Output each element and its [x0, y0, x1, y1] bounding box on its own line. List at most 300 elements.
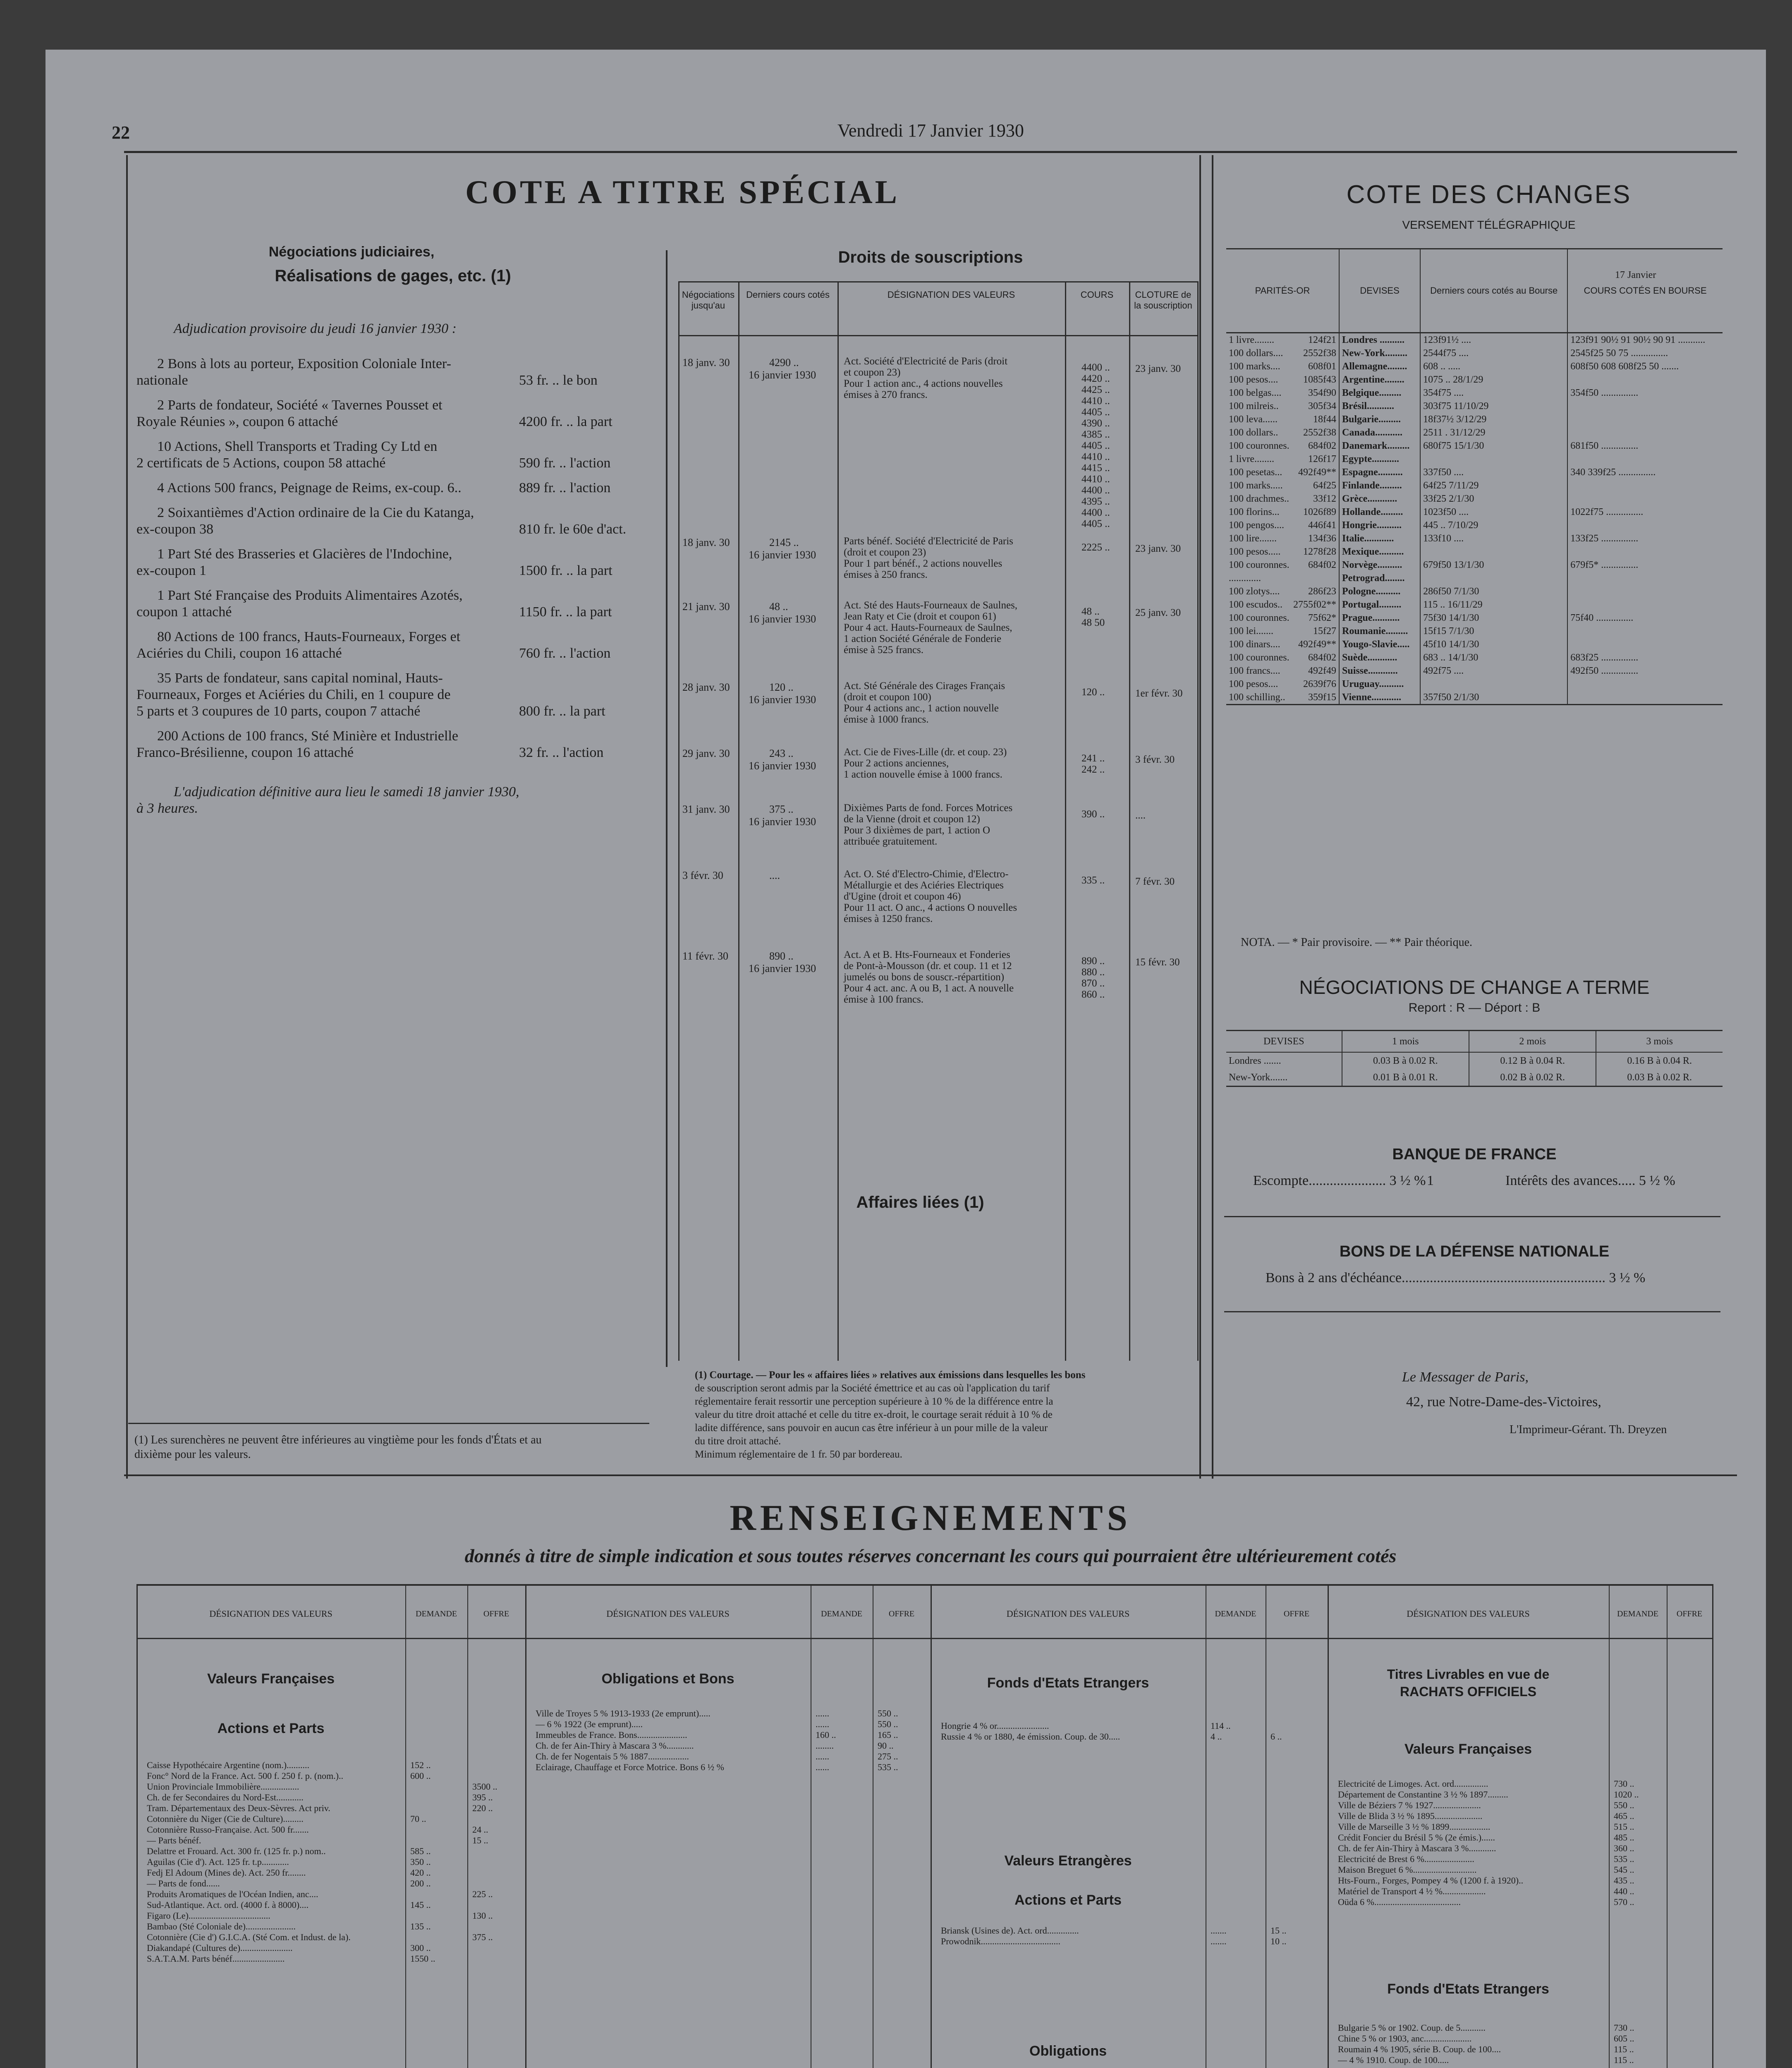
lot-line: 200 Actions de 100 francs, Sté Minière et Industrielle — [157, 728, 458, 744]
changes-parite — [1226, 439, 1339, 452]
droits-cours: 242 .. — [1081, 764, 1105, 775]
changes-parite-unit: 100 couronnes. — [1229, 652, 1290, 663]
changes-parite — [1226, 386, 1339, 400]
droits-cours: 4405 .. — [1081, 518, 1110, 529]
droits-cloture: 15 févr. 30 — [1135, 957, 1180, 968]
changes-dernier: 2511 . 31/12/29 — [1420, 426, 1567, 439]
droits-cours: 4410 .. — [1081, 395, 1110, 407]
rens-header-demande: DEMANDE — [416, 1609, 457, 1618]
changes-devise: Prague........... — [1339, 611, 1420, 625]
rens-designation: — 6 % 1922 (3e emprunt)..... — [536, 1719, 643, 1729]
changes-parite — [1226, 452, 1339, 466]
droits-date: 28 janv. 30 — [682, 681, 730, 693]
changes-parite-value: 492f49 — [1308, 665, 1337, 676]
changes-dernier: 357f50 2/1/30 — [1420, 691, 1567, 705]
lot-line: coupon 1 attaché — [136, 604, 232, 620]
rens-offre: 90 .. — [878, 1740, 894, 1751]
changes-cours — [1567, 691, 1723, 705]
droits-date: 31 janv. 30 — [682, 803, 730, 815]
changes-cours: 1022f75 ............... — [1570, 507, 1644, 517]
changes-parite-value: 2552f38 — [1303, 427, 1337, 438]
rens-designation: Russie 4 % or 1880, 4e émission. Coup. de 30..... — [941, 1731, 1120, 1742]
changes-row — [1226, 452, 1723, 466]
droits-cours: 870 .. — [1081, 978, 1105, 989]
rens-section-heading: Obligations — [1029, 2043, 1107, 2059]
changes-cours: 133f25 ............... — [1570, 533, 1639, 544]
droits-designation: Act. O. Sté d'Electro-Chimie, d'Electro- — [844, 869, 1009, 880]
droits-col-header: Derniers cours cotés — [746, 290, 830, 300]
changes-cours — [1567, 492, 1723, 505]
changes-parite-value: 126f17 — [1308, 454, 1337, 464]
definitive-line-1: L'adjudication définitive aura lieu le samedi 18 janvier 1930, — [174, 784, 519, 799]
rens-demande: 1550 .. — [410, 1953, 435, 1964]
droits-designation: Parts bénéf. Société d'Electricité de Paris — [844, 536, 1013, 547]
changes-parite — [1226, 333, 1339, 347]
changes-dernier: 15f15 7/1/30 — [1420, 625, 1567, 638]
changes-parite-value: 18f44 — [1313, 414, 1337, 425]
droits-designation: émises à 270 francs. — [844, 389, 928, 400]
lot-line: 2 Soixantièmes d'Action ordinaire de la Cie du Katanga, — [157, 505, 474, 520]
changes-parite-value: 354f90 — [1308, 388, 1337, 398]
changes-parite-value: 33f12 — [1313, 493, 1337, 504]
droits-designation: de la Vienne (droit et coupon 12) — [844, 814, 980, 825]
changes-parite-value: 15f27 — [1313, 626, 1337, 637]
terme-title: NÉGOCIATIONS DE CHANGE A TERME — [1299, 977, 1650, 998]
droits-designation: (droit et coupon 100) — [844, 692, 931, 703]
lot-line: Royale Réunies », coupon 6 attaché — [136, 414, 338, 429]
droits-cours: 4385 .. — [1081, 429, 1110, 440]
changes-row — [1226, 466, 1723, 479]
changes-table — [1226, 248, 1723, 705]
changes-parite-value: 64f25 — [1313, 480, 1337, 491]
terme-cell: 0.01 B à 0.01 R. — [1342, 1069, 1469, 1087]
changes-devise: Petrograd........ — [1339, 572, 1420, 585]
droits-date: 29 janv. 30 — [682, 747, 730, 759]
rens-demande: 515 .. — [1614, 1821, 1634, 1832]
rens-demande: 160 .. — [816, 1730, 836, 1740]
lot-price: 810 fr. le 60e d'act. — [519, 522, 627, 537]
rens-demande: ...... — [816, 1719, 829, 1729]
droits-last-date: 16 janvier 1930 — [749, 816, 816, 828]
droits-cours: 4425 .. — [1081, 384, 1110, 395]
rens-demande: 420 .. — [410, 1867, 431, 1878]
changes-parite-unit: 100 pesos..... — [1229, 546, 1281, 557]
droits-designation: Act. A et B. Hts-Fourneaux et Fonderies — [844, 949, 1010, 960]
droits-cloture: 7 févr. 30 — [1135, 876, 1175, 887]
lot-price: 889 fr. .. l'action — [519, 480, 611, 495]
rens-demande: ....... — [1211, 1936, 1227, 1946]
rens-designation: Roumain 4 % 1905, série B. Coup. de 100.... — [1338, 2044, 1501, 2054]
rens-designation: Ch. de fer Ain-Thiry à Mascara 3 %............ — [536, 1740, 694, 1751]
changes-row — [1226, 691, 1723, 705]
changes-dernier: 75f30 14/1/30 — [1420, 611, 1567, 625]
droits-cours: 4405 .. — [1081, 440, 1110, 451]
lot-line: Aciéries du Chili, coupon 16 attaché — [136, 646, 342, 661]
lot-price: 760 fr. .. l'action — [519, 646, 611, 661]
droits-col-header: COURS — [1080, 290, 1114, 300]
changes-dernier — [1420, 545, 1567, 558]
changes-row — [1226, 386, 1723, 400]
changes-parite-unit: 100 pengos.... — [1229, 520, 1284, 531]
droits-designation: attribuée gratuitement. — [844, 836, 938, 847]
changes-parite-unit: 100 lire....... — [1229, 533, 1277, 544]
changes-parite-unit: 100 marks.... — [1229, 361, 1280, 372]
changes-dernier: 286f50 7/1/30 — [1420, 585, 1567, 598]
rens-designation: Ch. de fer Nogentais 5 % 1887.................. — [536, 1751, 689, 1762]
lot-line: 1 Part Sté des Brasseries et Glacières de l'Indochine, — [157, 546, 452, 562]
droits-cloture: .... — [1135, 810, 1146, 821]
rens-header-demande: DEMANDE — [1215, 1609, 1256, 1618]
changes-parite-value: 2755f02** — [1293, 599, 1337, 610]
changes-row — [1226, 426, 1723, 439]
droits-date: 21 janv. 30 — [682, 601, 730, 613]
changes-row — [1226, 413, 1723, 426]
changes-nota: NOTA. — * Pair provisoire. — ** Pair théorique. — [1241, 936, 1472, 949]
imprint-1: Le Messager de Paris, — [1402, 1369, 1529, 1385]
rens-designation: Immeubles de France. Bons...................... — [536, 1730, 687, 1740]
changes-col-header: COURS COTÉS EN BOURSE — [1567, 249, 1723, 333]
rens-designation: Caisse Hypothécaire Argentine (nom.).......... — [147, 1760, 310, 1770]
rens-designation: Ville de Troyes 5 % 1913-1933 (2e emprunt)..... — [536, 1708, 711, 1719]
changes-cours — [1567, 638, 1723, 651]
changes-parite-unit: 100 zlotys.... — [1229, 586, 1280, 597]
rens-section-heading: Fonds d'Etats Etrangers — [987, 1675, 1149, 1691]
rens-header-offre: OFFRE — [888, 1609, 915, 1618]
droits-designation: Jean Raty et Cie (droit et coupon 61) — [844, 611, 996, 622]
rens-offre: 220 .. — [472, 1803, 493, 1813]
rens-demande: 435 .. — [1614, 1875, 1634, 1886]
droits-last: 48 .. — [769, 601, 788, 613]
changes-cours: 679f5* ............... — [1570, 560, 1639, 570]
lot-price: 32 fr. .. l'action — [519, 745, 604, 760]
rens-offre: 275 .. — [878, 1751, 898, 1762]
droits-last: 890 .. — [769, 950, 794, 962]
rens-demande: 550 .. — [1614, 1800, 1634, 1810]
lot-line: Franco-Brésilienne, coupon 16 attaché — [136, 745, 354, 760]
changes-cours: 608f50 608 608f25 50 ....... — [1570, 361, 1679, 372]
changes-parite-value: 359f15 — [1308, 692, 1337, 703]
changes-devise: Belgique......... — [1339, 386, 1420, 400]
lot-line: ex-coupon 38 — [136, 522, 214, 537]
droits-header-bottom — [678, 335, 1197, 336]
changes-parite-value: 684f02 — [1308, 652, 1337, 663]
changes-parite-unit: 100 schilling.. — [1229, 692, 1285, 703]
droits-cours: 4405 .. — [1081, 407, 1110, 418]
changes-parite-unit: 100 drachmes.. — [1229, 493, 1289, 504]
changes-title: COTE DES CHANGES — [1346, 180, 1632, 209]
changes-parite-unit: 100 couronnes. — [1229, 440, 1290, 451]
changes-parite-value: 124f21 — [1308, 335, 1337, 345]
changes-parite — [1226, 664, 1339, 677]
changes-parite — [1226, 479, 1339, 492]
rens-demande: 605 .. — [1614, 2033, 1634, 2044]
changes-dernier: 492f75 .... — [1420, 664, 1567, 677]
droits-designation: Pour 4 act. anc. A ou B, 1 act. A nouvelle — [844, 983, 1014, 994]
courtage-line: Minimum réglementaire de 1 fr. 50 par bordereau. — [695, 1449, 902, 1460]
changes-row — [1226, 625, 1723, 638]
rens-designation: Cotonnière du Niger (Cie de Culture)......... — [147, 1814, 304, 1824]
changes-row — [1226, 611, 1723, 625]
rens-subcol-rule — [467, 1584, 468, 2068]
droits-last-date: 16 janvier 1930 — [749, 613, 816, 625]
rens-demande: ........ — [816, 1740, 834, 1751]
changes-parite-value: 1085f43 — [1303, 374, 1337, 385]
rens-designation: Fonc° Nord de la France. Act. 500 f. 250 f. p. (nom.).. — [147, 1771, 343, 1781]
changes-parite-value: 2639f76 — [1303, 679, 1337, 689]
terme-cell: 0.03 B à 0.02 R. — [1627, 1072, 1692, 1083]
rens-demande: 600 .. — [410, 1771, 431, 1781]
changes-cours: 123f91 90½ 91 90½ 90 91 ........... — [1570, 335, 1706, 345]
terme-cell: 0.02 B à 0.02 R. — [1469, 1069, 1596, 1087]
droits-col-header: CLOTURE de la souscription — [1134, 290, 1192, 311]
rens-section-heading: Actions et Parts — [1014, 1892, 1122, 1908]
rens-designation: Maison Breguet 6 %............................ — [1338, 1865, 1477, 1875]
courtage-line: (1) Courtage. — Pour les « affaires liées » relatives aux émissions dans lesquelles les bons — [695, 1369, 1086, 1381]
changes-col-header: DEVISES — [1339, 249, 1420, 333]
changes-devise: Londres .......... — [1339, 333, 1420, 347]
banque-escompte: Escompte...................... 3 ½ % — [1253, 1173, 1426, 1188]
droits-cours: 4400 .. — [1081, 507, 1110, 518]
footnote-1: (1) Les surenchères ne peuvent être inférieures au vingtième pour les fonds d'États et au — [134, 1434, 542, 1446]
changes-dernier: 337f50 .... — [1420, 466, 1567, 479]
rens-offre: 550 .. — [878, 1719, 898, 1729]
droits-designation: émises à 250 francs. — [844, 569, 928, 580]
droits-date: 18 janv. 30 — [682, 536, 730, 548]
changes-row — [1226, 360, 1723, 373]
changes-parite-value: 684f02 — [1308, 560, 1337, 570]
page-date: Vendredi 17 Janvier 1930 — [837, 120, 1024, 141]
droits-col-rule — [738, 281, 739, 1361]
rens-right-rule — [1712, 1584, 1713, 2068]
changes-parite-value: 446f41 — [1308, 520, 1337, 531]
changes-parite-value: 608f01 — [1308, 361, 1337, 372]
changes-dernier: 64f25 7/11/29 — [1420, 479, 1567, 492]
droits-cours: 390 .. — [1081, 809, 1105, 820]
banque-title: BANQUE DE FRANCE — [1392, 1146, 1557, 1163]
terme-col-header: 1 mois — [1342, 1031, 1469, 1053]
rens-demande: 535 .. — [1614, 1854, 1634, 1864]
changes-dernier: 123f91½ .... — [1420, 333, 1567, 347]
footnote-2: dixième pour les valeurs. — [134, 1448, 251, 1461]
changes-dernier: 133f10 .... — [1420, 532, 1567, 545]
droits-cours: 48 .. — [1081, 606, 1100, 617]
changes-devise: Hongrie.......... — [1339, 519, 1420, 532]
changes-devise: Espagne.......... — [1339, 466, 1420, 479]
rens-designation: — 4 % 1910. Coup. de 100..... — [1338, 2055, 1449, 2065]
rens-designation: S.A.T.A.M. Parts bénéf....................... — [147, 1953, 285, 1964]
droits-designation: d'Ugine (droit et coupon 46) — [844, 891, 961, 902]
droits-cours: 4395 .. — [1081, 496, 1110, 507]
changes-row — [1226, 638, 1723, 651]
changes-row — [1226, 439, 1723, 452]
rens-demande: 4 .. — [1211, 1731, 1222, 1742]
changes-dernier: 683 .. 14/1/30 — [1420, 651, 1567, 664]
changes-dernier: 680f75 15/1/30 — [1420, 439, 1567, 452]
renseignements-top-rule — [124, 1474, 1737, 1476]
changes-row — [1226, 532, 1723, 545]
droits-designation: Dixièmes Parts de fond. Forces Motrices — [844, 802, 1013, 814]
rens-subcol-rule — [405, 1584, 406, 2068]
changes-cours: 2545f25 50 75 ............... — [1570, 348, 1668, 359]
lot-line: 2 Bons à lots au porteur, Exposition Coloniale Inter- — [157, 356, 451, 371]
changes-devise: Norvège.......... — [1339, 558, 1420, 572]
footnote-rule — [128, 1423, 649, 1424]
changes-row — [1226, 479, 1723, 492]
changes-cours: 492f50 ............... — [1570, 665, 1639, 676]
imprint-2: 42, rue Notre-Dame-des-Victoires, — [1406, 1394, 1601, 1410]
rens-designation: Ch. de fer Secondaires du Nord-Est............ — [147, 1792, 304, 1802]
changes-cours: 340 339f25 ............... — [1570, 467, 1656, 478]
terme-header-row — [1226, 1031, 1723, 1053]
changes-date-header: 17 Janvier — [1615, 270, 1656, 280]
droits-cloture: 25 janv. 30 — [1135, 607, 1181, 618]
droits-last: 243 .. — [769, 747, 794, 759]
changes-devise: Bulgarie......... — [1339, 413, 1420, 426]
changes-parite — [1226, 625, 1339, 638]
rens-demande: 585 .. — [410, 1846, 431, 1856]
lot-price: 800 fr. .. la part — [519, 704, 605, 719]
droits-last-date: 16 janvier 1930 — [749, 962, 816, 974]
rens-header-offre: OFFRE — [483, 1609, 510, 1618]
changes-parite — [1226, 347, 1339, 360]
adjudication-title: Adjudication provisoire du jeudi 16 janvier 1930 : — [174, 321, 457, 336]
changes-devise: Uruguay.......... — [1339, 677, 1420, 691]
changes-devise: Canada........... — [1339, 426, 1420, 439]
changes-parite — [1226, 426, 1339, 439]
droits-last-date: 16 janvier 1930 — [749, 694, 816, 706]
changes-dernier: 45f10 14/1/30 — [1420, 638, 1567, 651]
affaires-liees: Affaires liées (1) — [856, 1193, 984, 1211]
droits-designation: jumelés ou bons de souscr.-répartition) — [844, 972, 1005, 983]
rens-demande: 70 .. — [410, 1814, 426, 1824]
droits-designation: émises à 1250 francs. — [844, 913, 933, 924]
changes-devise: Argentine........ — [1339, 373, 1420, 386]
rens-demande: 350 .. — [410, 1857, 431, 1867]
droits-left-rule — [666, 250, 668, 1367]
lot-line: 35 Parts de fondateur, sans capital nominal, Hauts- — [157, 670, 443, 686]
changes-parite — [1226, 638, 1339, 651]
courtage-line: du titre droit attaché. — [695, 1436, 781, 1447]
rens-designation: Prowodnik................................... — [941, 1936, 1061, 1946]
droits-last: 2145 .. — [769, 536, 799, 548]
changes-parite-unit: 100 dollars.... — [1229, 348, 1283, 359]
droits-designation: Act. Sté Générale des Cirages Français — [844, 680, 1005, 692]
rens-section-heading: Valeurs Françaises — [1404, 1741, 1532, 1757]
droits-designation: Act. Société d'Electricité de Paris (droit — [844, 356, 1008, 367]
rens-offre: 6 .. — [1270, 1731, 1282, 1742]
changes-parite-unit: ............. — [1229, 573, 1261, 584]
lot-line: Fourneaux, Forges et Aciéries du Chili, en 1 coupure de — [136, 687, 451, 702]
droits-designation: Pour 11 act. O anc., 4 actions O nouvelles — [844, 902, 1017, 913]
rens-designation: Delattre et Frouard. Act. 300 fr. (125 fr. p.) nom.. — [147, 1846, 326, 1856]
changes-dernier: 354f75 .... — [1420, 386, 1567, 400]
terme-col-header: DEVISES — [1226, 1031, 1342, 1053]
droits-cloture: 3 févr. 30 — [1135, 754, 1175, 765]
droits-designation: émise à 100 francs. — [844, 994, 924, 1005]
rens-demande: 115 .. — [1614, 2055, 1634, 2065]
changes-devise: Portugal......... — [1339, 598, 1420, 611]
droits-col-rule — [1065, 281, 1066, 1361]
rens-section-heading: Obligations et Bons — [601, 1671, 735, 1687]
rens-section-heading: Actions et Parts — [217, 1721, 325, 1736]
droits-designation: 1 action Société Générale de Fonderie — [844, 633, 1002, 644]
rens-offre: 10 .. — [1270, 1936, 1287, 1946]
bons-title: BONS DE LA DÉFENSE NATIONALE — [1339, 1243, 1610, 1260]
rens-demande: 115 .. — [1614, 2044, 1634, 2054]
droits-designation: et coupon 23) — [844, 367, 901, 378]
changes-row — [1226, 677, 1723, 691]
changes-parite-value: 492f49** — [1298, 467, 1337, 478]
rens-section-heading: Valeurs Françaises — [207, 1671, 335, 1687]
bons-rule — [1224, 1311, 1720, 1312]
rens-designation: Bulgarie 5 % or 1902. Coup. de 5........... — [1338, 2023, 1486, 2033]
droits-last-date: 16 janvier 1930 — [749, 549, 816, 561]
changes-col-header: Derniers cours cotés au Bourse — [1420, 249, 1567, 333]
changes-parite-unit: 100 pesos.... — [1229, 374, 1278, 385]
droits-cours: 120 .. — [1081, 687, 1105, 698]
changes-cours — [1567, 426, 1723, 439]
droits-last: 375 .. — [769, 803, 794, 815]
droits-date: 11 févr. 30 — [682, 950, 728, 962]
terme-cell: 0.16 B à 0.04 R. — [1627, 1056, 1692, 1066]
changes-row — [1226, 545, 1723, 558]
section-divider — [1199, 155, 1201, 1479]
changes-parite-value: 75f62* — [1308, 613, 1337, 623]
rens-demande: 114 .. — [1211, 1721, 1231, 1731]
changes-parite — [1226, 505, 1339, 519]
rens-demande: 152 .. — [410, 1760, 431, 1770]
droits-cours: 890 .. — [1081, 955, 1105, 967]
rens-designation: Bambao (Sté Coloniale de)...................... — [147, 1921, 296, 1932]
changes-parite-unit: 100 pesetas... — [1229, 467, 1282, 478]
changes-dernier: 115 .. 16/11/29 — [1420, 598, 1567, 611]
changes-devise: Suède............ — [1339, 651, 1420, 664]
imprint-3: L'Imprimeur-Gérant. Th. Dreyzen — [1510, 1423, 1667, 1436]
changes-cours: 681f50 ............... — [1570, 440, 1639, 451]
changes-parite — [1226, 585, 1339, 598]
changes-parite-unit: 100 milreis.. — [1229, 401, 1279, 412]
changes-parite — [1226, 400, 1339, 413]
changes-row — [1226, 519, 1723, 532]
changes-devise: Italie............ — [1339, 532, 1420, 545]
changes-devise: Allemagne........ — [1339, 360, 1420, 373]
bons-line: Bons à 2 ans d'échéance.......................................................... 3 ½ % — [1266, 1270, 1646, 1285]
rens-designation: Union Provinciale Immobilière................. — [147, 1781, 299, 1792]
changes-devise: Finlande......... — [1339, 479, 1420, 492]
courtage-line: réglementaire ferait ressortir une perception supérieure à 10 % de la différence entre la — [695, 1396, 1053, 1407]
changes-cours — [1567, 519, 1723, 532]
droits-date: 3 févr. 30 — [682, 869, 723, 881]
lot-line: ex-coupon 1 — [136, 563, 207, 578]
droits-last: 120 .. — [769, 681, 794, 693]
changes-parite — [1226, 373, 1339, 386]
rens-designation: Hts-Fourn., Forges, Pompey 4 % (1200 f. à 1920).. — [1338, 1875, 1524, 1886]
changes-parite-value: 134f36 — [1308, 533, 1337, 544]
changes-devise: Grèce............ — [1339, 492, 1420, 505]
rens-designation: Hongrie 4 % or....................... — [941, 1721, 1049, 1731]
rens-designation: Electricité de Brest 6 %...................... — [1338, 1854, 1474, 1864]
droits-cours: 4410 .. — [1081, 474, 1110, 485]
rens-demande: ....... — [1211, 1925, 1227, 1936]
rens-designation: Briansk (Usines de). Act. ord.............. — [941, 1925, 1079, 1936]
rens-header-bottom — [136, 1638, 1712, 1639]
changes-cours — [1567, 545, 1723, 558]
droits-cours: 241 .. — [1081, 753, 1105, 764]
droits-cloture: 1er févr. 30 — [1135, 688, 1183, 699]
rens-demande: 545 .. — [1614, 1865, 1634, 1875]
left-heading-2: Réalisations de gages, etc. (1) — [275, 267, 511, 285]
rens-offre: 15 .. — [1270, 1925, 1287, 1936]
